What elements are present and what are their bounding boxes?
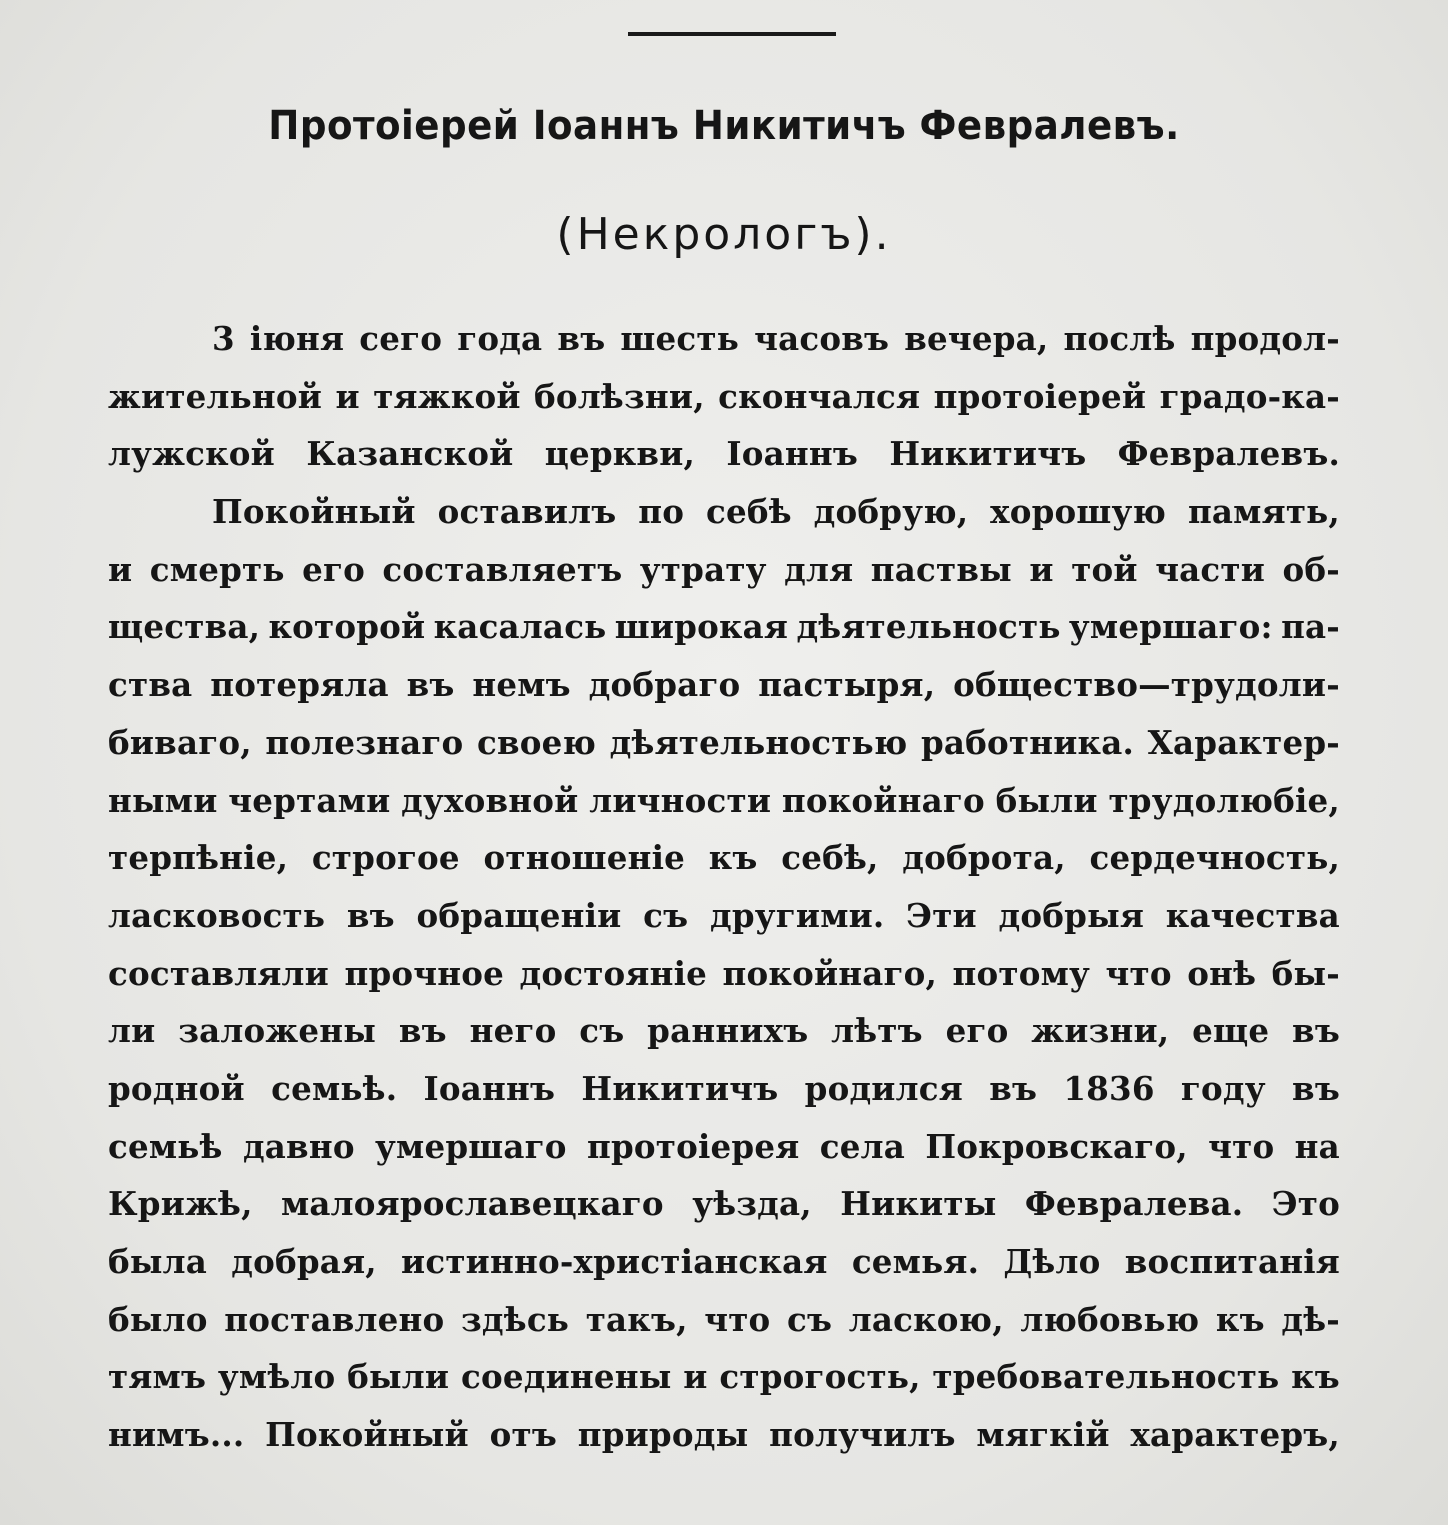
word: строгое — [311, 838, 460, 878]
word: ства — [108, 665, 193, 705]
word: себѣ — [706, 492, 792, 532]
word: па- — [1281, 607, 1340, 647]
word: села — [819, 1126, 906, 1166]
word: обращенiи — [416, 895, 622, 935]
text-line — [108, 887, 1340, 945]
word: общество—трудоли- — [953, 665, 1340, 705]
word: сердечность, — [1089, 838, 1340, 878]
word: здѣсь — [460, 1299, 570, 1339]
word: въ — [557, 319, 606, 358]
word: Февралева. — [1024, 1184, 1244, 1224]
word: природы — [577, 1415, 749, 1455]
word: умершаго: — [1068, 607, 1273, 647]
word: что — [704, 1299, 771, 1339]
text-line — [108, 714, 1340, 772]
word: оставилъ — [437, 492, 617, 532]
word: воспитанiя — [1124, 1242, 1340, 1281]
word: достоянiе — [519, 953, 708, 993]
article-title: Протоiерей Iоаннъ Никитичъ Февралевъ. — [268, 103, 1180, 149]
word: съ — [787, 1299, 833, 1339]
text-line — [108, 425, 1340, 483]
word: биваго, — [108, 722, 252, 762]
word: терпѣнiе, — [108, 838, 289, 878]
word: трудолюбiе, — [1108, 780, 1340, 820]
word: еще — [1192, 1011, 1270, 1051]
word: тяжкой — [373, 376, 521, 416]
word: въ — [398, 1011, 447, 1051]
word: и — [1029, 549, 1054, 589]
text-line — [108, 656, 1340, 714]
word: себѣ, — [781, 838, 879, 878]
word: ласкою, — [848, 1299, 1004, 1339]
word: уѣзда, — [692, 1184, 812, 1224]
word: къ — [708, 838, 758, 878]
word: соединены — [460, 1357, 672, 1397]
word: потому — [952, 953, 1091, 993]
word: 1836 — [1063, 1068, 1155, 1108]
word: были — [995, 780, 1098, 820]
word: было — [108, 1299, 208, 1339]
word: Казанской — [306, 434, 514, 474]
word: бы- — [1271, 953, 1340, 993]
word: въ — [346, 895, 395, 935]
word: умѣло — [217, 1357, 336, 1397]
word: малоярославецкаго — [280, 1184, 664, 1224]
word: добраго — [588, 665, 741, 705]
word: протоiерей — [933, 376, 1147, 416]
text-line — [108, 1002, 1340, 1060]
word: раннихъ — [647, 1011, 809, 1051]
text-line — [108, 1406, 1340, 1464]
word: Покровскаго, — [925, 1126, 1188, 1166]
word: Покойный — [212, 492, 416, 532]
text-line — [108, 1060, 1340, 1118]
word: давно — [242, 1126, 355, 1166]
word: и — [683, 1357, 708, 1397]
word: дѣ- — [1281, 1299, 1340, 1339]
word: смерть — [149, 549, 285, 589]
word: ными — [108, 780, 218, 820]
word: немъ — [472, 665, 571, 705]
article-subtitle: (Некрологъ). — [556, 209, 892, 260]
word: ли — [108, 1011, 156, 1051]
word: него — [469, 1011, 557, 1051]
word: составляли — [108, 953, 329, 993]
word: утрату — [639, 549, 767, 589]
word: щества, — [108, 607, 261, 647]
word: другими. — [709, 895, 885, 935]
word: широкая — [614, 607, 789, 647]
word: полезнаго — [265, 722, 464, 762]
word: своею — [477, 722, 597, 762]
word: Эти — [906, 895, 977, 935]
word: составляетъ — [382, 549, 623, 589]
word: что — [1105, 953, 1172, 993]
word: семьѣ. — [271, 1068, 398, 1108]
text-line — [108, 1175, 1340, 1233]
word: Никитичъ — [889, 434, 1087, 474]
word: умершаго — [375, 1126, 567, 1166]
word: требовательность — [932, 1357, 1280, 1397]
word: Покойный — [265, 1415, 469, 1455]
word: характеръ, — [1130, 1415, 1340, 1455]
word: память, — [1187, 492, 1340, 532]
word: градо-ка- — [1159, 376, 1340, 416]
article-body — [108, 310, 1340, 1464]
word: и — [335, 376, 360, 416]
word: шесть — [620, 319, 739, 358]
word: Никиты — [840, 1184, 997, 1224]
word: протоiерея — [587, 1126, 800, 1166]
word: такъ, — [585, 1299, 688, 1339]
word: пастыря, — [758, 665, 936, 705]
text-line — [108, 829, 1340, 887]
word: къ — [1215, 1299, 1265, 1339]
word: году — [1180, 1068, 1266, 1108]
word: части — [1155, 549, 1266, 589]
word: доброта, — [902, 838, 1066, 878]
word: заложены — [178, 1011, 377, 1051]
text-line — [108, 1348, 1340, 1406]
word: въ — [1292, 1011, 1340, 1051]
word: жизни, — [1031, 1011, 1170, 1051]
word: на — [1294, 1126, 1340, 1166]
word: которой — [268, 607, 426, 647]
text-line — [108, 598, 1340, 656]
word: родился — [804, 1068, 963, 1108]
word: родной — [108, 1068, 245, 1108]
word: покойнаго, — [722, 953, 938, 993]
text-line — [108, 1291, 1340, 1349]
word: качества — [1165, 895, 1340, 935]
text-line — [108, 541, 1340, 599]
word: сего — [359, 319, 443, 358]
word: съ — [643, 895, 689, 935]
word: покойнаго — [781, 780, 985, 820]
word: болѣзни, — [534, 376, 705, 416]
word: хорошую — [990, 492, 1167, 532]
word: добрую, — [813, 492, 969, 532]
word: поставлено — [224, 1299, 445, 1339]
word: семья. — [851, 1242, 980, 1281]
word: дѣятельностью — [609, 722, 908, 762]
word: Крижѣ, — [108, 1184, 253, 1224]
text-line — [108, 483, 1340, 541]
word: iюня — [249, 319, 345, 358]
word: лѣтъ — [831, 1011, 923, 1051]
word: чертами — [228, 780, 391, 820]
word: жительной — [108, 376, 323, 416]
word: была — [108, 1242, 208, 1281]
word: потеряла — [210, 665, 389, 705]
word: и — [108, 549, 133, 589]
word: послѣ — [1063, 319, 1176, 358]
word: об- — [1282, 549, 1340, 589]
word: личности — [589, 780, 772, 820]
word: часовъ — [754, 319, 890, 358]
word: работника. — [920, 722, 1134, 762]
text-line — [108, 772, 1340, 830]
word: онѣ — [1187, 953, 1257, 993]
word: любовью — [1020, 1299, 1200, 1339]
word: семьѣ — [108, 1126, 223, 1166]
word: были — [347, 1357, 450, 1397]
word: духовной — [401, 780, 579, 820]
word: добрыя — [998, 895, 1145, 935]
word: той — [1071, 549, 1138, 589]
text-line — [108, 1233, 1340, 1291]
word: добрая, — [231, 1242, 377, 1281]
word: скончался — [718, 376, 921, 416]
word: паствы — [870, 549, 1012, 589]
word: церкви, — [544, 434, 696, 474]
word: Iоаннъ — [726, 434, 859, 474]
word: лужской — [108, 434, 275, 474]
word: отъ — [489, 1415, 557, 1455]
text-line — [108, 310, 1340, 368]
word: тямъ — [108, 1357, 207, 1397]
word: Iоаннъ — [423, 1068, 556, 1108]
top-rule — [628, 32, 836, 36]
word: Характер- — [1147, 722, 1340, 762]
word: Февралевъ. — [1117, 434, 1340, 474]
word: строгость, — [719, 1357, 921, 1397]
word: года — [457, 319, 543, 358]
word: получилъ — [769, 1415, 956, 1455]
word: нимъ... — [108, 1415, 245, 1455]
word: вечера, — [904, 319, 1049, 358]
word: Это — [1271, 1184, 1340, 1224]
word: его — [302, 549, 365, 589]
word: Никитичъ — [581, 1068, 779, 1108]
text-line — [108, 1118, 1340, 1176]
word: дѣятельность — [796, 607, 1061, 647]
word: по — [638, 492, 685, 532]
word: къ — [1291, 1357, 1340, 1397]
word: для — [784, 549, 854, 589]
word: его — [945, 1011, 1009, 1051]
word: въ — [406, 665, 455, 705]
word: что — [1208, 1126, 1275, 1166]
word: отношенiе — [483, 838, 686, 878]
word: прочное — [344, 953, 504, 993]
word: съ — [579, 1011, 625, 1051]
word: продол- — [1190, 319, 1340, 358]
text-line — [108, 368, 1340, 426]
word: ласковость — [108, 895, 326, 935]
word: истинно-христiанская — [401, 1242, 828, 1281]
word: въ — [989, 1068, 1038, 1108]
word: 3 — [212, 319, 235, 358]
word: Дѣло — [1003, 1242, 1101, 1281]
word: мягкiй — [976, 1415, 1110, 1455]
word: касалась — [433, 607, 607, 647]
word: въ — [1292, 1068, 1340, 1108]
text-line — [108, 945, 1340, 1003]
